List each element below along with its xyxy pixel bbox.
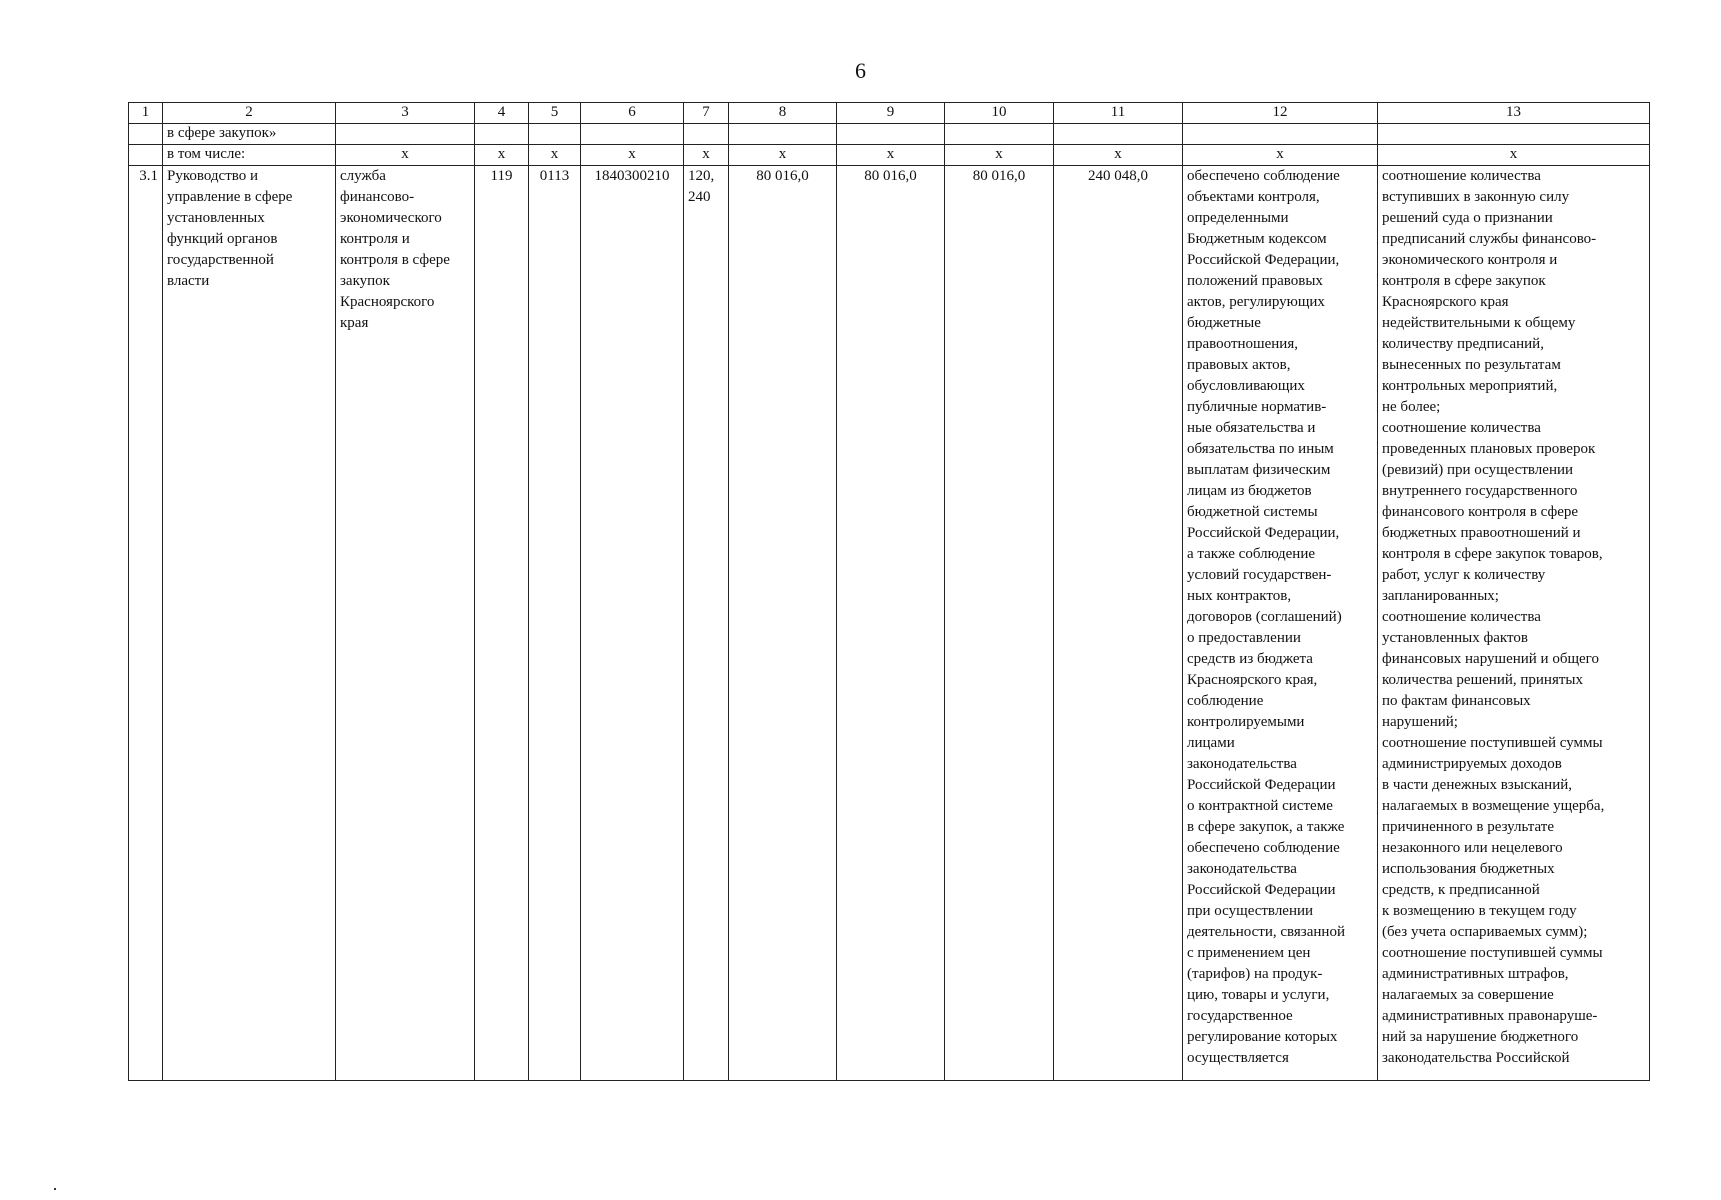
table-cell-x: x	[837, 145, 945, 166]
column-header-11: 11	[1054, 103, 1183, 124]
table-cell-x: x	[529, 145, 581, 166]
column-header-8: 8	[729, 103, 837, 124]
activity-name-cell: Руководство и управление в сфере установленных функций органов государственной власти	[163, 166, 336, 1081]
table-row-continuation	[129, 124, 1650, 145]
column-header-10: 10	[945, 103, 1054, 124]
column-header-1: 1	[129, 103, 163, 124]
table-cell-x: x	[729, 145, 837, 166]
executor-cell: служба финансово- экономического контроля и контроля в сфере закупок Красноярского края	[336, 166, 475, 1081]
column-header-12: 12	[1183, 103, 1378, 124]
table-cell	[945, 124, 1054, 145]
table-cell-x: x	[1054, 145, 1183, 166]
amount-cell-10: 80 016,0	[945, 166, 1054, 1081]
table-cell	[129, 124, 163, 145]
expense-type-cell: 120, 240	[684, 166, 729, 1081]
scan-speck	[54, 1188, 56, 1190]
column-header-9: 9	[837, 103, 945, 124]
table-cell	[581, 124, 684, 145]
amount-cell-9: 80 016,0	[837, 166, 945, 1081]
table-cell	[475, 124, 529, 145]
table-cell	[684, 124, 729, 145]
table-cell	[729, 124, 837, 145]
column-header-4: 4	[475, 103, 529, 124]
total-amount-cell: 240 048,0	[1054, 166, 1183, 1081]
table-cell-x: x	[1183, 145, 1378, 166]
table-cell	[1183, 124, 1378, 145]
table-cell-x: x	[684, 145, 729, 166]
indicators-cell: соотношение количества вступивших в законную силу решений суда о признании предписаний службы финансово- экономического контроля и контроля в сфере закупок Красноярского края недействительными к общему количеству предписаний, вынесенных по результатам контрольных мероприятий, не более; соотношение количества проведенных плановых проверок (ревизий) при осуществлении внутреннего государственного финансового контроля в сфере бюджетных правоотношений и контроля в сфере закупок товаров, работ, услуг к количеству запланированных; соотношение количества установленных фактов финансовых нарушений и общего количества решений, принятых по фактам финансовых нарушений; соотношение поступившей суммы администрируемых доходов в части денежных взысканий, налагаемых в возмещение ущерба, причиненного в результате незаконного или нецелевого использования бюджетных средств, к предписанной к возмещению в текущем году (без учета оспариваемых сумм); соотношение поступившей суммы административных штрафов, налагаемых за совершение административных правонаруше- ний за нарушение бюджетного законодательства Российской	[1378, 166, 1650, 1081]
table-row-including	[129, 145, 1650, 166]
column-header-2: 2	[163, 103, 336, 124]
column-header-7: 7	[684, 103, 729, 124]
table-cell-x: x	[336, 145, 475, 166]
table-cell	[129, 145, 163, 166]
table-cell	[336, 124, 475, 145]
table-cell	[529, 124, 581, 145]
table-cell-x: x	[945, 145, 1054, 166]
table-cell	[837, 124, 945, 145]
row-number-cell: 3.1	[129, 166, 163, 1081]
expected-result-cell: обеспечено соблюдение объектами контроля, определенными Бюджетным кодексом Российской Федерации, положений правовых актов, регулирующих бюджетные правоотношения, правовых актов, обусловливающих публичные норматив- ные обязательства и обязательства по иным выплатам физическим лицам из бюджетов бюджетной системы Российской Федерации, а также соблюдение условий государствен- ных контрактов, договоров (соглашений) о предоставлении средств из бюджета Красноярского края, соблюдение контролируемыми лицами законодательства Российской Федерации о контрактной системе в сфере закупок, а также обеспечено соблюдение законодательства Российской Федерации при осуществлении деятельности, связанной с применением цен (тарифов) на продук- цию, товары и услуги, государственное регулирование которых осуществляется	[1183, 166, 1378, 1081]
table-cell	[1378, 124, 1650, 145]
table-cell-name: в том числе:	[163, 145, 336, 166]
column-header-6: 6	[581, 103, 684, 124]
section-code-cell: 0113	[529, 166, 581, 1081]
table-cell-x: x	[475, 145, 529, 166]
page-number: 6	[855, 58, 866, 83]
table-cell-name: в сфере закупок»	[163, 124, 336, 145]
table-cell-x: x	[1378, 145, 1650, 166]
amount-cell-8: 80 016,0	[729, 166, 837, 1081]
column-header-5: 5	[529, 103, 581, 124]
table-cell-x: x	[581, 145, 684, 166]
column-header-3: 3	[336, 103, 475, 124]
table-row-3-1	[129, 166, 1650, 1081]
grbs-code-cell: 119	[475, 166, 529, 1081]
table-cell	[1054, 124, 1183, 145]
column-number-row	[129, 103, 1650, 124]
budget-program-table	[128, 102, 1650, 1081]
target-article-cell: 1840300210	[581, 166, 684, 1081]
column-header-13: 13	[1378, 103, 1650, 124]
